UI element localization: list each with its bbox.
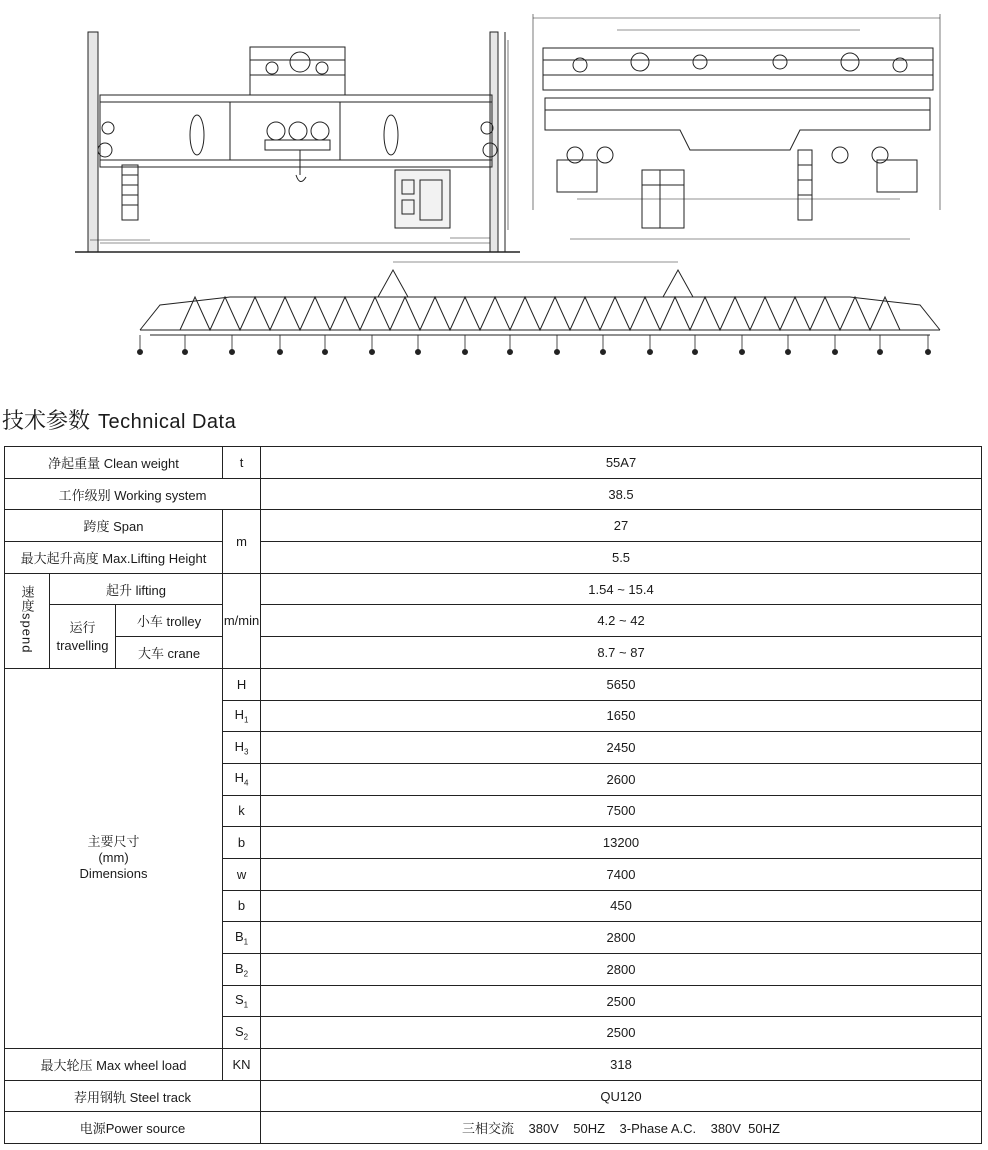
row-value: 5.5	[261, 542, 982, 574]
row-value: 2600	[261, 763, 982, 795]
table-row	[5, 1112, 982, 1144]
row-value: 13200	[261, 827, 982, 859]
table-row	[5, 1049, 982, 1081]
technical-data-table	[4, 446, 982, 1144]
table-row	[5, 605, 982, 637]
row-value: 318	[261, 1049, 982, 1081]
row-unit: t	[223, 447, 261, 479]
row-value: QU120	[261, 1080, 982, 1112]
row-value: 三相交流 380V 50HZ 3-Phase A.C. 380V 50HZ	[261, 1112, 982, 1144]
table-row	[5, 447, 982, 479]
technical-drawings	[0, 0, 988, 370]
crane-side-drawing	[533, 14, 940, 239]
heading-en: Technical Data	[98, 411, 237, 433]
table-row	[5, 573, 982, 605]
dimensions-label-line: Dimensions	[79, 866, 148, 882]
row-label: 最大轮压 Max wheel load	[5, 1049, 223, 1081]
travelling-label: 运行 travelling	[50, 605, 116, 668]
row-label: 最大起升高度 Max.Lifting Height	[5, 542, 223, 574]
row-value: 2800	[261, 954, 982, 986]
row-value: 4.2 ~ 42	[261, 605, 982, 637]
row-value: 55A7	[261, 447, 982, 479]
dimension-symbol: $H_3$	[223, 732, 261, 764]
row-unit: m	[223, 510, 261, 573]
crane-elevation-drawing	[75, 32, 520, 252]
row-label: 小车 trolley	[116, 605, 223, 637]
row-value: 450	[261, 890, 982, 922]
dimension-symbol: $H_1$	[223, 700, 261, 732]
row-unit: KN	[223, 1049, 261, 1081]
row-value: 2500	[261, 1017, 982, 1049]
dimension-symbol: b	[223, 827, 261, 859]
dimension-symbol: $B_2$	[223, 954, 261, 986]
dimensions-label-line: (mm)	[98, 850, 129, 866]
table-row	[5, 637, 982, 669]
dimension-symbol: w	[223, 858, 261, 890]
row-value: 1650	[261, 700, 982, 732]
table-row	[5, 510, 982, 542]
dimensions-label	[5, 668, 223, 1048]
dimension-symbol: $H_4$	[223, 763, 261, 795]
row-value: 27	[261, 510, 982, 542]
dimension-symbol: b	[223, 890, 261, 922]
table-row	[5, 478, 982, 510]
table-row	[5, 668, 982, 700]
row-unit: m/min	[223, 573, 261, 668]
dimension-symbol: $S_1$	[223, 985, 261, 1017]
dimensions-label-line: 主要尺寸	[87, 834, 140, 850]
row-label: 荐用钢轨 Steel track	[5, 1080, 261, 1112]
row-value: 7400	[261, 858, 982, 890]
heading-cn: 技术参数	[2, 409, 91, 434]
table-row	[5, 1080, 982, 1112]
row-value: 2450	[261, 732, 982, 764]
row-label: 起升 lifting	[50, 573, 223, 605]
row-value: 1.54 ~ 15.4	[261, 573, 982, 605]
section-heading	[2, 404, 236, 438]
row-value: 2800	[261, 922, 982, 954]
row-value: 38.5	[261, 478, 982, 510]
crane-truss-drawing	[138, 262, 941, 355]
speed-group-label: 速度spend	[5, 573, 50, 668]
row-value: 8.7 ~ 87	[261, 637, 982, 669]
row-label: 电源Power source	[5, 1112, 261, 1144]
row-label: 净起重量 Clean weight	[5, 447, 223, 479]
dimension-symbol: $S_2$	[223, 1017, 261, 1049]
row-value: 5650	[261, 668, 982, 700]
row-value: 2500	[261, 985, 982, 1017]
row-label: 工作级别 Working system	[5, 478, 261, 510]
dimension-symbol: $B_1$	[223, 922, 261, 954]
row-value: 7500	[261, 795, 982, 827]
row-label: 大车 crane	[116, 637, 223, 669]
table-row	[5, 542, 982, 574]
dimension-symbol: k	[223, 795, 261, 827]
dimension-symbol: H	[223, 668, 261, 700]
row-label: 跨度 Span	[5, 510, 223, 542]
